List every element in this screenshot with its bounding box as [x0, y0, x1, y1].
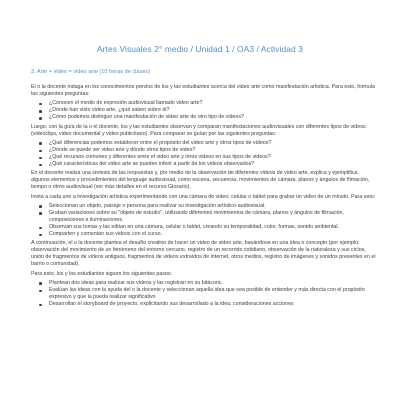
comparison-paragraph: Luego, con la guía de la o el docente, los y las estudiantes observan y comparan manifestaciones audiovisuales con diferentes tipos de videos (videoclips, video documental y video publicitario). Para comparar se guían por las siguientes preguntas:	[31, 123, 366, 137]
page-title: Artes Visuales 2° medio / Unidad 1 / OA3 / Actividad 3	[97, 44, 303, 54]
list-item: Plantean dos ideas para realizar sus videos y las registran en su bitácora.	[31, 280, 376, 287]
list-item: Graban variaciones sobre su "objeto de estudio", utilizando diferentes movimientos de cámara, planos y ángulos de filmación, composiciones e iluminaciones.	[31, 210, 376, 224]
list-item: ¿Qué diferencias podemos establecer entre el propósito del video arte y otros tipos de videos?	[31, 140, 376, 147]
list-item: ¿Qué características del video arte se pueden inferir a partir de los videos observados?	[31, 161, 376, 168]
list-item: ¿Cómo podemos distinguir una manifestación de video arte de otro tipo de videos?	[31, 114, 376, 121]
steps-list-1	[31, 203, 376, 238]
list-item: Comparten y comentan sus videos con el curso.	[31, 231, 376, 238]
section-heading: 3. Arte + video = video arte (10 horas de clases)	[31, 69, 151, 75]
list-item: Seleccionan un objeto, paisaje o persona para realizar su investigación artístico-audiovisual.	[31, 203, 376, 210]
question-list-2	[31, 140, 376, 168]
list-item: ¿Dónde han visto video arte, ¿qué saben sobre él?	[31, 107, 376, 114]
steps-list-2	[31, 280, 376, 308]
list-item: Desarrollan el storyboard de proyecto, explicitando sus desarrollado a la idea, consideraciones acciones	[31, 301, 376, 308]
list-item: ¿Dónde se puede ver video arte y dónde otros tipos de video?	[31, 147, 376, 154]
list-item: ¿Qué recursos comunes y diferentes entre el video arte y otros videos en sus tipos de videos?	[31, 154, 376, 161]
synthesis-paragraph: En el docente realiza una síntesis de las respuestas y, por medio de la observación de diferentes videos de video arte, explica y ejemplifica algunos elementos y procedimientos del lenguaje audiovisual, como escena, secuencia, movimientos de cámara, planos y ángulos de filmación, tiempo o ritmo audiovisual (ver más detalles en el recurso Glosario).	[31, 170, 370, 191]
list-item: Evalúan las ideas con la ayuda del o la docente y seleccionan aquella idea que sea posible de entender y más directa con el propósito expresivo y que la pueda realizar significativo	[31, 287, 376, 301]
question-list-1	[31, 100, 376, 121]
list-item: Observan sus tomas y las editan en una cámara, celular o tablet, creando su temporalidad, color, formas, sonido ambiental.	[31, 224, 376, 231]
list-item: ¿Conocen el medio de expresión audiovisual llamado video arte?	[31, 100, 376, 107]
experiment-paragraph: Invita a cada uno a investigación artística experimentando con una cámara de video, celular o tablet para grabar un video de un minuto. Para esto:	[31, 193, 376, 200]
document-body	[31, 84, 376, 310]
challenge-paragraph: A continuación, el o la docente plantea el desafío creativo de hacer un video de video arte, basándose en una idea o concepto (por ejemplo: observación del movimiento de un fenómeno del entorno cercano, registro de un recorrido cotidiano, observación de la naturaleza y sus ciclos, unión de fragmentos de videos antiguos, fragmentos de videos extraídos de internet, otros medios, registro de imágenes y sonidos presentes en el barrio o comunidad).	[31, 240, 376, 268]
steps-intro-paragraph: Para esto, los y las estudiantes siguen los siguientes pasos:	[31, 270, 173, 277]
intro-paragraph: El o la docente indaga en los conocimientos previos de los y las estudiantes acerca del video arte como manifestación artística. Para esto, formula las siguientes preguntas:	[31, 84, 375, 98]
